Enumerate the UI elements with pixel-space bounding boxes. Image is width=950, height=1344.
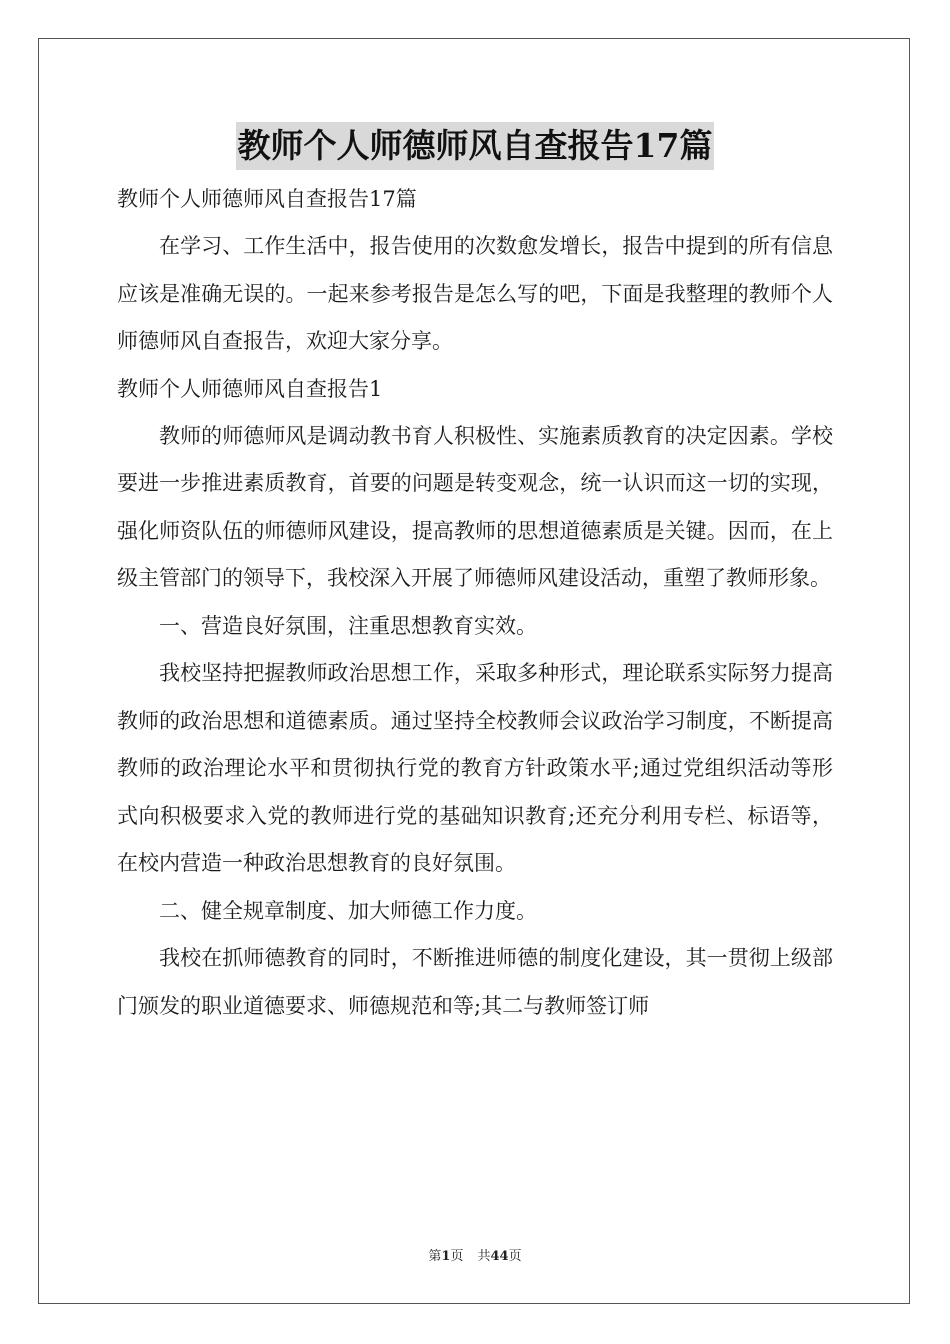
paragraph-section-heading: 教师个人师德师风自查报告1 [117,376,383,401]
paragraph-body: 教师的师德师风是调动教书育人积极性、实施素质教育的决定因素。学校要进一步推进素质教育，首要的问题是转变观念，统一认识而这一切的实现，强化师资队伍的师德师风建设，提高教师的思想道德素质是关键。因而，在上级主管部门的领导下，我校深入开展了师德师风建设活动，重塑了教师形象。 [117,423,833,590]
total-pages: 44 [490,1249,509,1264]
paragraph-body: 我校坚持把握教师政治思想工作，采取多种形式，理论联系实际努力提高教师的政治思想和道德素质。通过坚持全校教师会议政治学习制度，不断提高教师的政治理论水平和贯彻执行党的教育方针政策水平;通过党组织活动等形式向积极要求入党的教师进行党的基础知识教育;还充分利用专栏、标语等，在校内营造一种政治思想教育的良好氛围。 [117,661,833,875]
page-footer [0,1245,950,1264]
document-body [117,176,833,1030]
page-label-prefix: 第 [428,1249,442,1264]
paragraph-point-one: 一、营造良好氛围，注重思想教育实效。 [159,613,537,638]
paragraph-point-two: 二、健全规章制度、加大师德工作力度。 [159,898,537,923]
total-label-prefix: 共 [477,1249,491,1264]
document-title: 教师个人师德师风自查报告17篇 [236,122,715,170]
page-number: 1 [441,1249,451,1264]
page-label-suffix: 页 [450,1249,464,1264]
title-container [0,122,950,170]
paragraph-intro: 在学习、工作生活中，报告使用的次数愈发增长，报告中提到的所有信息应该是准确无误的。一起来参考报告是怎么写的吧，下面是我整理的教师个人师德师风自查报告，欢迎大家分享。 [117,234,833,353]
total-label-suffix: 页 [508,1249,522,1264]
paragraph-body: 我校在抓师德教育的同时，不断推进师德的制度化建设，其一贯彻上级部门颁发的职业道德要求、师德规范和等;其二与教师签订师 [117,946,833,1018]
paragraph-subtitle: 教师个人师德师风自查报告17篇 [117,187,417,211]
